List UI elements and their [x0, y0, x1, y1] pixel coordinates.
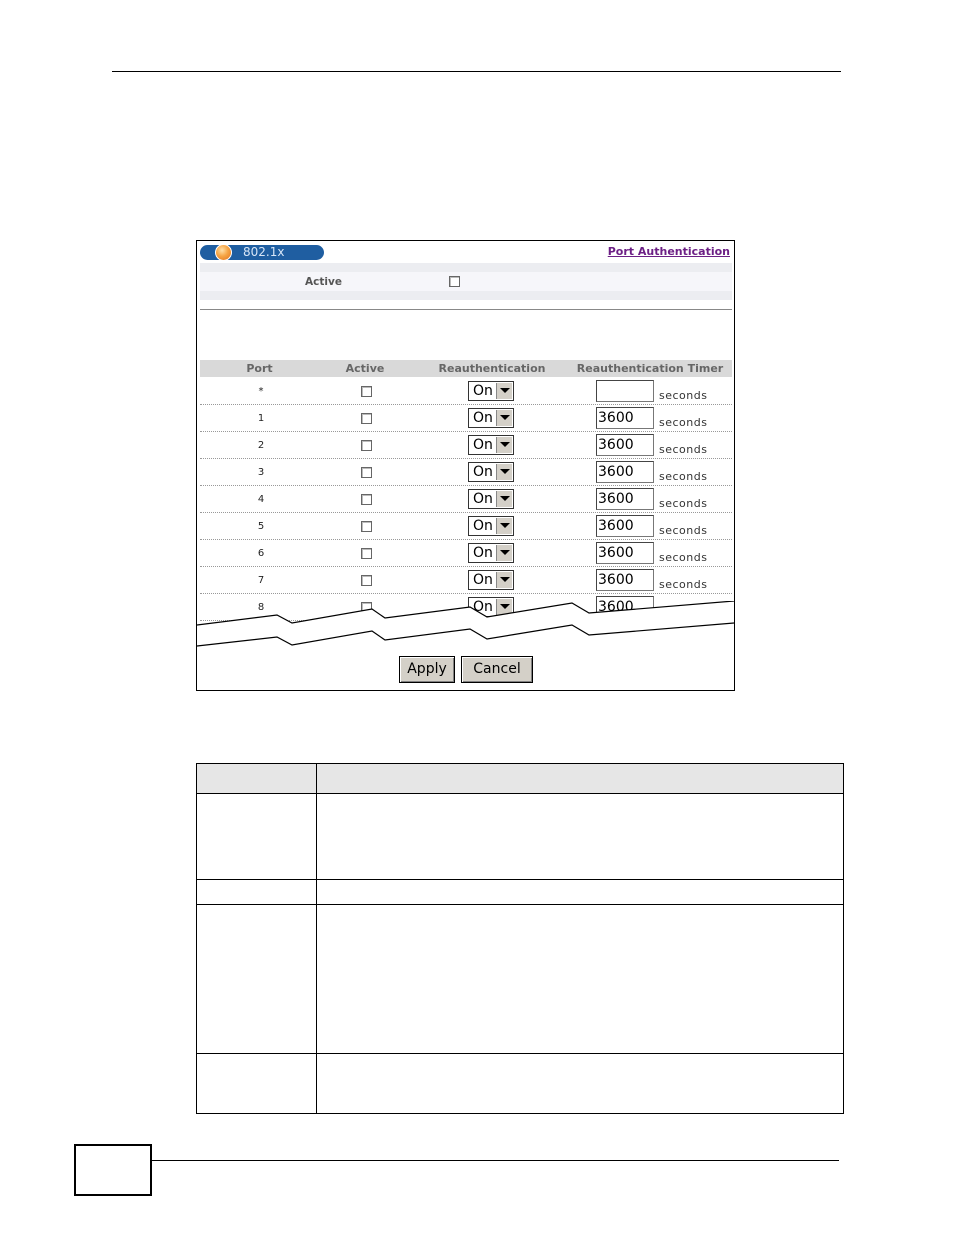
port-authentication-screen — [196, 240, 735, 691]
chevron-down-icon — [496, 572, 512, 588]
break-marker — [197, 601, 734, 651]
seconds-label: seconds — [659, 497, 708, 510]
table-row — [200, 459, 732, 486]
port-number: 6 — [257, 548, 265, 559]
reauthentication-timer-input[interactable]: 3600 — [596, 407, 654, 429]
chevron-down-icon — [496, 464, 512, 480]
chevron-down-icon — [496, 545, 512, 561]
reauthentication-select[interactable] — [468, 435, 514, 455]
port-number: 2 — [257, 440, 265, 451]
active-row — [200, 272, 732, 291]
reauthentication-value: On — [473, 572, 493, 588]
reauthentication-select[interactable] — [468, 543, 514, 563]
reauthentication-timer-input[interactable]: 3600 — [596, 515, 654, 537]
reauthentication-timer-input[interactable]: 3600 — [596, 461, 654, 483]
reauthentication-timer-input[interactable] — [596, 380, 654, 402]
footer-rule — [152, 1160, 839, 1161]
global-active-checkbox[interactable] — [449, 276, 460, 287]
port-number: 5 — [257, 521, 265, 532]
table-row — [200, 405, 732, 432]
port-active-checkbox[interactable] — [361, 440, 372, 451]
reauthentication-value: On — [473, 410, 493, 426]
port-active-checkbox[interactable] — [361, 521, 372, 532]
port-number: 7 — [257, 575, 265, 586]
seconds-label: seconds — [659, 551, 708, 564]
table-row — [200, 432, 732, 459]
table-row — [200, 567, 732, 594]
table-row — [200, 486, 732, 513]
port-number: 3 — [257, 467, 265, 478]
table-row — [200, 513, 732, 540]
port-number: * — [258, 386, 264, 397]
reauthentication-value: On — [473, 437, 493, 453]
reauthentication-value: On — [473, 383, 493, 399]
table-row — [200, 540, 732, 567]
port-active-checkbox[interactable] — [361, 413, 372, 424]
reauthentication-select[interactable] — [468, 489, 514, 509]
seconds-label: seconds — [659, 524, 708, 537]
port-number: 4 — [257, 494, 265, 505]
reauthentication-select[interactable] — [468, 570, 514, 590]
port-active-checkbox[interactable] — [361, 494, 372, 505]
port-active-checkbox[interactable] — [361, 467, 372, 478]
port-authentication-link[interactable]: Port Authentication — [607, 245, 730, 258]
chevron-down-icon — [496, 410, 512, 426]
header-port: Port — [246, 362, 273, 375]
bottom-band — [200, 291, 732, 300]
global-active-label: Active — [305, 276, 342, 288]
row-divider — [197, 879, 843, 880]
reauthentication-value: On — [473, 599, 493, 615]
reauthentication-timer-input[interactable]: 3600 — [596, 488, 654, 510]
reauthentication-timer-input[interactable]: 3600 — [596, 569, 654, 591]
reauthentication-timer-input[interactable]: 3600 — [596, 434, 654, 456]
bulb-icon — [215, 244, 232, 261]
seconds-label: seconds — [659, 416, 708, 429]
description-table — [196, 763, 844, 1114]
reauthentication-value: On — [473, 491, 493, 507]
header-active: Active — [345, 362, 385, 375]
reauthentication-value: On — [473, 518, 493, 534]
chevron-down-icon — [496, 491, 512, 507]
header-reauthentication-timer: Reauthentication Timer — [576, 362, 724, 375]
table-row — [200, 378, 732, 405]
reauthentication-value: On — [473, 464, 493, 480]
port-number: 1 — [257, 413, 265, 424]
port-active-checkbox[interactable] — [361, 386, 372, 397]
reauthentication-timer-input[interactable]: 3600 — [596, 542, 654, 564]
port-number: 8 — [257, 602, 265, 613]
column-divider — [316, 764, 317, 1113]
panel-title: 802.1x — [243, 245, 285, 259]
chevron-down-icon — [496, 437, 512, 453]
page-number-box — [74, 1144, 152, 1196]
header-rule — [112, 71, 841, 72]
top-band — [200, 263, 732, 272]
row-divider — [197, 904, 843, 905]
row-divider — [197, 1053, 843, 1054]
cancel-button[interactable]: Cancel — [461, 656, 533, 683]
port-active-checkbox[interactable] — [361, 575, 372, 586]
seconds-label: seconds — [659, 470, 708, 483]
seconds-label: seconds — [659, 578, 708, 591]
reauthentication-value: On — [473, 545, 493, 561]
reauthentication-select[interactable] — [468, 381, 514, 401]
reauthentication-select[interactable] — [468, 462, 514, 482]
separator — [200, 309, 732, 310]
description-table-header — [197, 764, 843, 794]
seconds-label: seconds — [659, 443, 708, 456]
chevron-down-icon — [496, 383, 512, 399]
reauthentication-select[interactable] — [468, 516, 514, 536]
seconds-label: seconds — [659, 389, 708, 402]
chevron-down-icon — [496, 518, 512, 534]
reauthentication-select[interactable] — [468, 408, 514, 428]
apply-button[interactable]: Apply — [399, 656, 455, 683]
port-active-checkbox[interactable] — [361, 548, 372, 559]
header-reauthentication: Reauthentication — [438, 362, 546, 375]
title-bar — [200, 245, 324, 260]
reauthentication-timer-input[interactable]: 3600 — [596, 596, 654, 618]
